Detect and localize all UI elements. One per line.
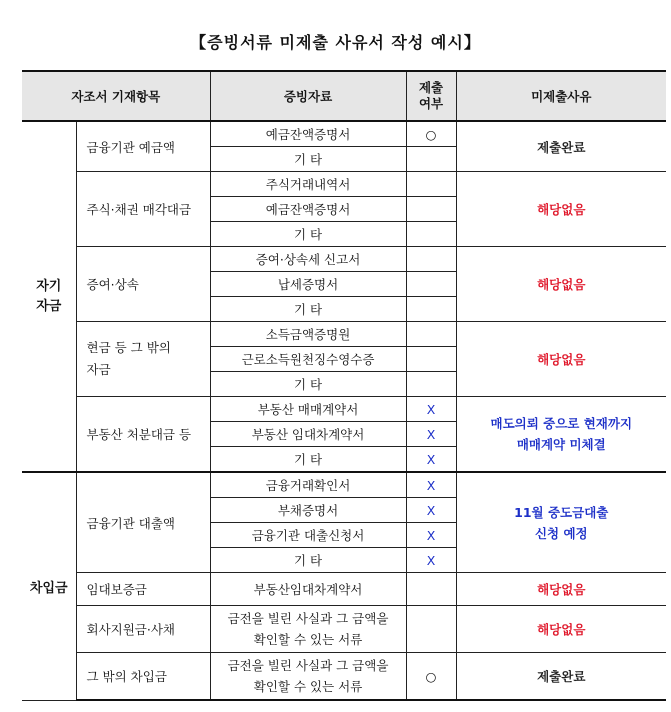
submitted-mark: X <box>406 523 456 548</box>
table-row <box>22 397 666 422</box>
group-own-funds: 자기 자금 <box>22 121 76 472</box>
doc-cell: 근로소득원천징수영수증 <box>210 347 406 372</box>
item-label: 금융기관 예금액 <box>76 121 210 172</box>
group-borrowed: 차입금 <box>22 472 76 700</box>
reason-cell: 제출완료 <box>456 121 666 172</box>
table-row <box>22 573 666 606</box>
submitted-mark <box>406 197 456 222</box>
doc-cell: 금융기관 대출신청서 <box>210 523 406 548</box>
submitted-mark: X <box>406 472 456 498</box>
header-item: 자조서 기재항목 <box>22 71 210 121</box>
submitted-mark <box>406 573 456 606</box>
doc-cell: 기 타 <box>210 372 406 397</box>
doc-cell: 예금잔액증명서 <box>210 197 406 222</box>
doc-cell: 기 타 <box>210 222 406 247</box>
doc-cell: 금융거래확인서 <box>210 472 406 498</box>
table-row <box>22 653 666 701</box>
reason-cell: 매도의뢰 중으로 현재까지 매매계약 미체결 <box>456 397 666 473</box>
doc-cell: 납세증명서 <box>210 272 406 297</box>
submitted-mark <box>406 172 456 197</box>
table-row <box>22 322 666 347</box>
submitted-mark <box>406 222 456 247</box>
table-row <box>22 472 666 498</box>
reason-cell: 해당없음 <box>456 172 666 247</box>
submitted-mark: ○ <box>406 653 456 701</box>
table-row <box>22 121 666 147</box>
table-row <box>22 247 666 272</box>
reason-cell: 해당없음 <box>456 573 666 606</box>
reason-cell: 해당없음 <box>456 247 666 322</box>
submitted-mark: X <box>406 397 456 422</box>
doc-cell: 기 타 <box>210 548 406 573</box>
item-label: 임대보증금 <box>76 573 210 606</box>
submitted-mark <box>406 606 456 653</box>
submitted-mark: X <box>406 498 456 523</box>
header-submitted: 제출 여부 <box>406 71 456 121</box>
reason-cell: 해당없음 <box>456 606 666 653</box>
doc-cell: 소득금액증명원 <box>210 322 406 347</box>
doc-cell: 주식거래내역서 <box>210 172 406 197</box>
reason-cell: 제출완료 <box>456 653 666 701</box>
doc-cell: 부동산 임대차계약서 <box>210 422 406 447</box>
item-label: 그 밖의 차입금 <box>76 653 210 701</box>
doc-cell: 금전을 빌린 사실과 그 금액을 확인할 수 있는 서류 <box>210 606 406 653</box>
submitted-mark <box>406 322 456 347</box>
submitted-mark <box>406 147 456 172</box>
doc-cell: 부채증명서 <box>210 498 406 523</box>
doc-cell: 기 타 <box>210 297 406 322</box>
evidence-table <box>22 70 666 701</box>
table-row <box>22 606 666 653</box>
submitted-mark: X <box>406 422 456 447</box>
item-label: 주식·채권 매각대금 <box>76 172 210 247</box>
submitted-mark <box>406 272 456 297</box>
doc-cell: 증여·상속세 신고서 <box>210 247 406 272</box>
doc-cell: 기 타 <box>210 147 406 172</box>
submitted-mark <box>406 347 456 372</box>
doc-cell: 부동산임대차계약서 <box>210 573 406 606</box>
header-reason: 미제출사유 <box>456 71 666 121</box>
doc-cell: 금전을 빌린 사실과 그 금액을 확인할 수 있는 서류 <box>210 653 406 701</box>
reason-cell: 해당없음 <box>456 322 666 397</box>
item-label: 증여·상속 <box>76 247 210 322</box>
doc-cell: 부동산 매매계약서 <box>210 397 406 422</box>
reason-cell: 11월 중도금대출 신청 예정 <box>456 472 666 573</box>
item-label: 현금 등 그 밖의 자금 <box>76 322 210 397</box>
submitted-mark: X <box>406 548 456 573</box>
submitted-mark: ○ <box>406 121 456 147</box>
item-label: 회사지원금·사채 <box>76 606 210 653</box>
table-header-row <box>22 71 666 121</box>
submitted-mark <box>406 372 456 397</box>
item-label: 부동산 처분대금 등 <box>76 397 210 473</box>
page-title: 【증빙서류 미제출 사유서 작성 예시】 <box>190 33 481 52</box>
table-row <box>22 172 666 197</box>
doc-cell: 예금잔액증명서 <box>210 121 406 147</box>
submitted-mark <box>406 297 456 322</box>
doc-cell: 기 타 <box>210 447 406 473</box>
header-evidence: 증빙자료 <box>210 71 406 121</box>
submitted-mark <box>406 247 456 272</box>
item-label: 금융기관 대출액 <box>76 472 210 573</box>
submitted-mark: X <box>406 447 456 473</box>
